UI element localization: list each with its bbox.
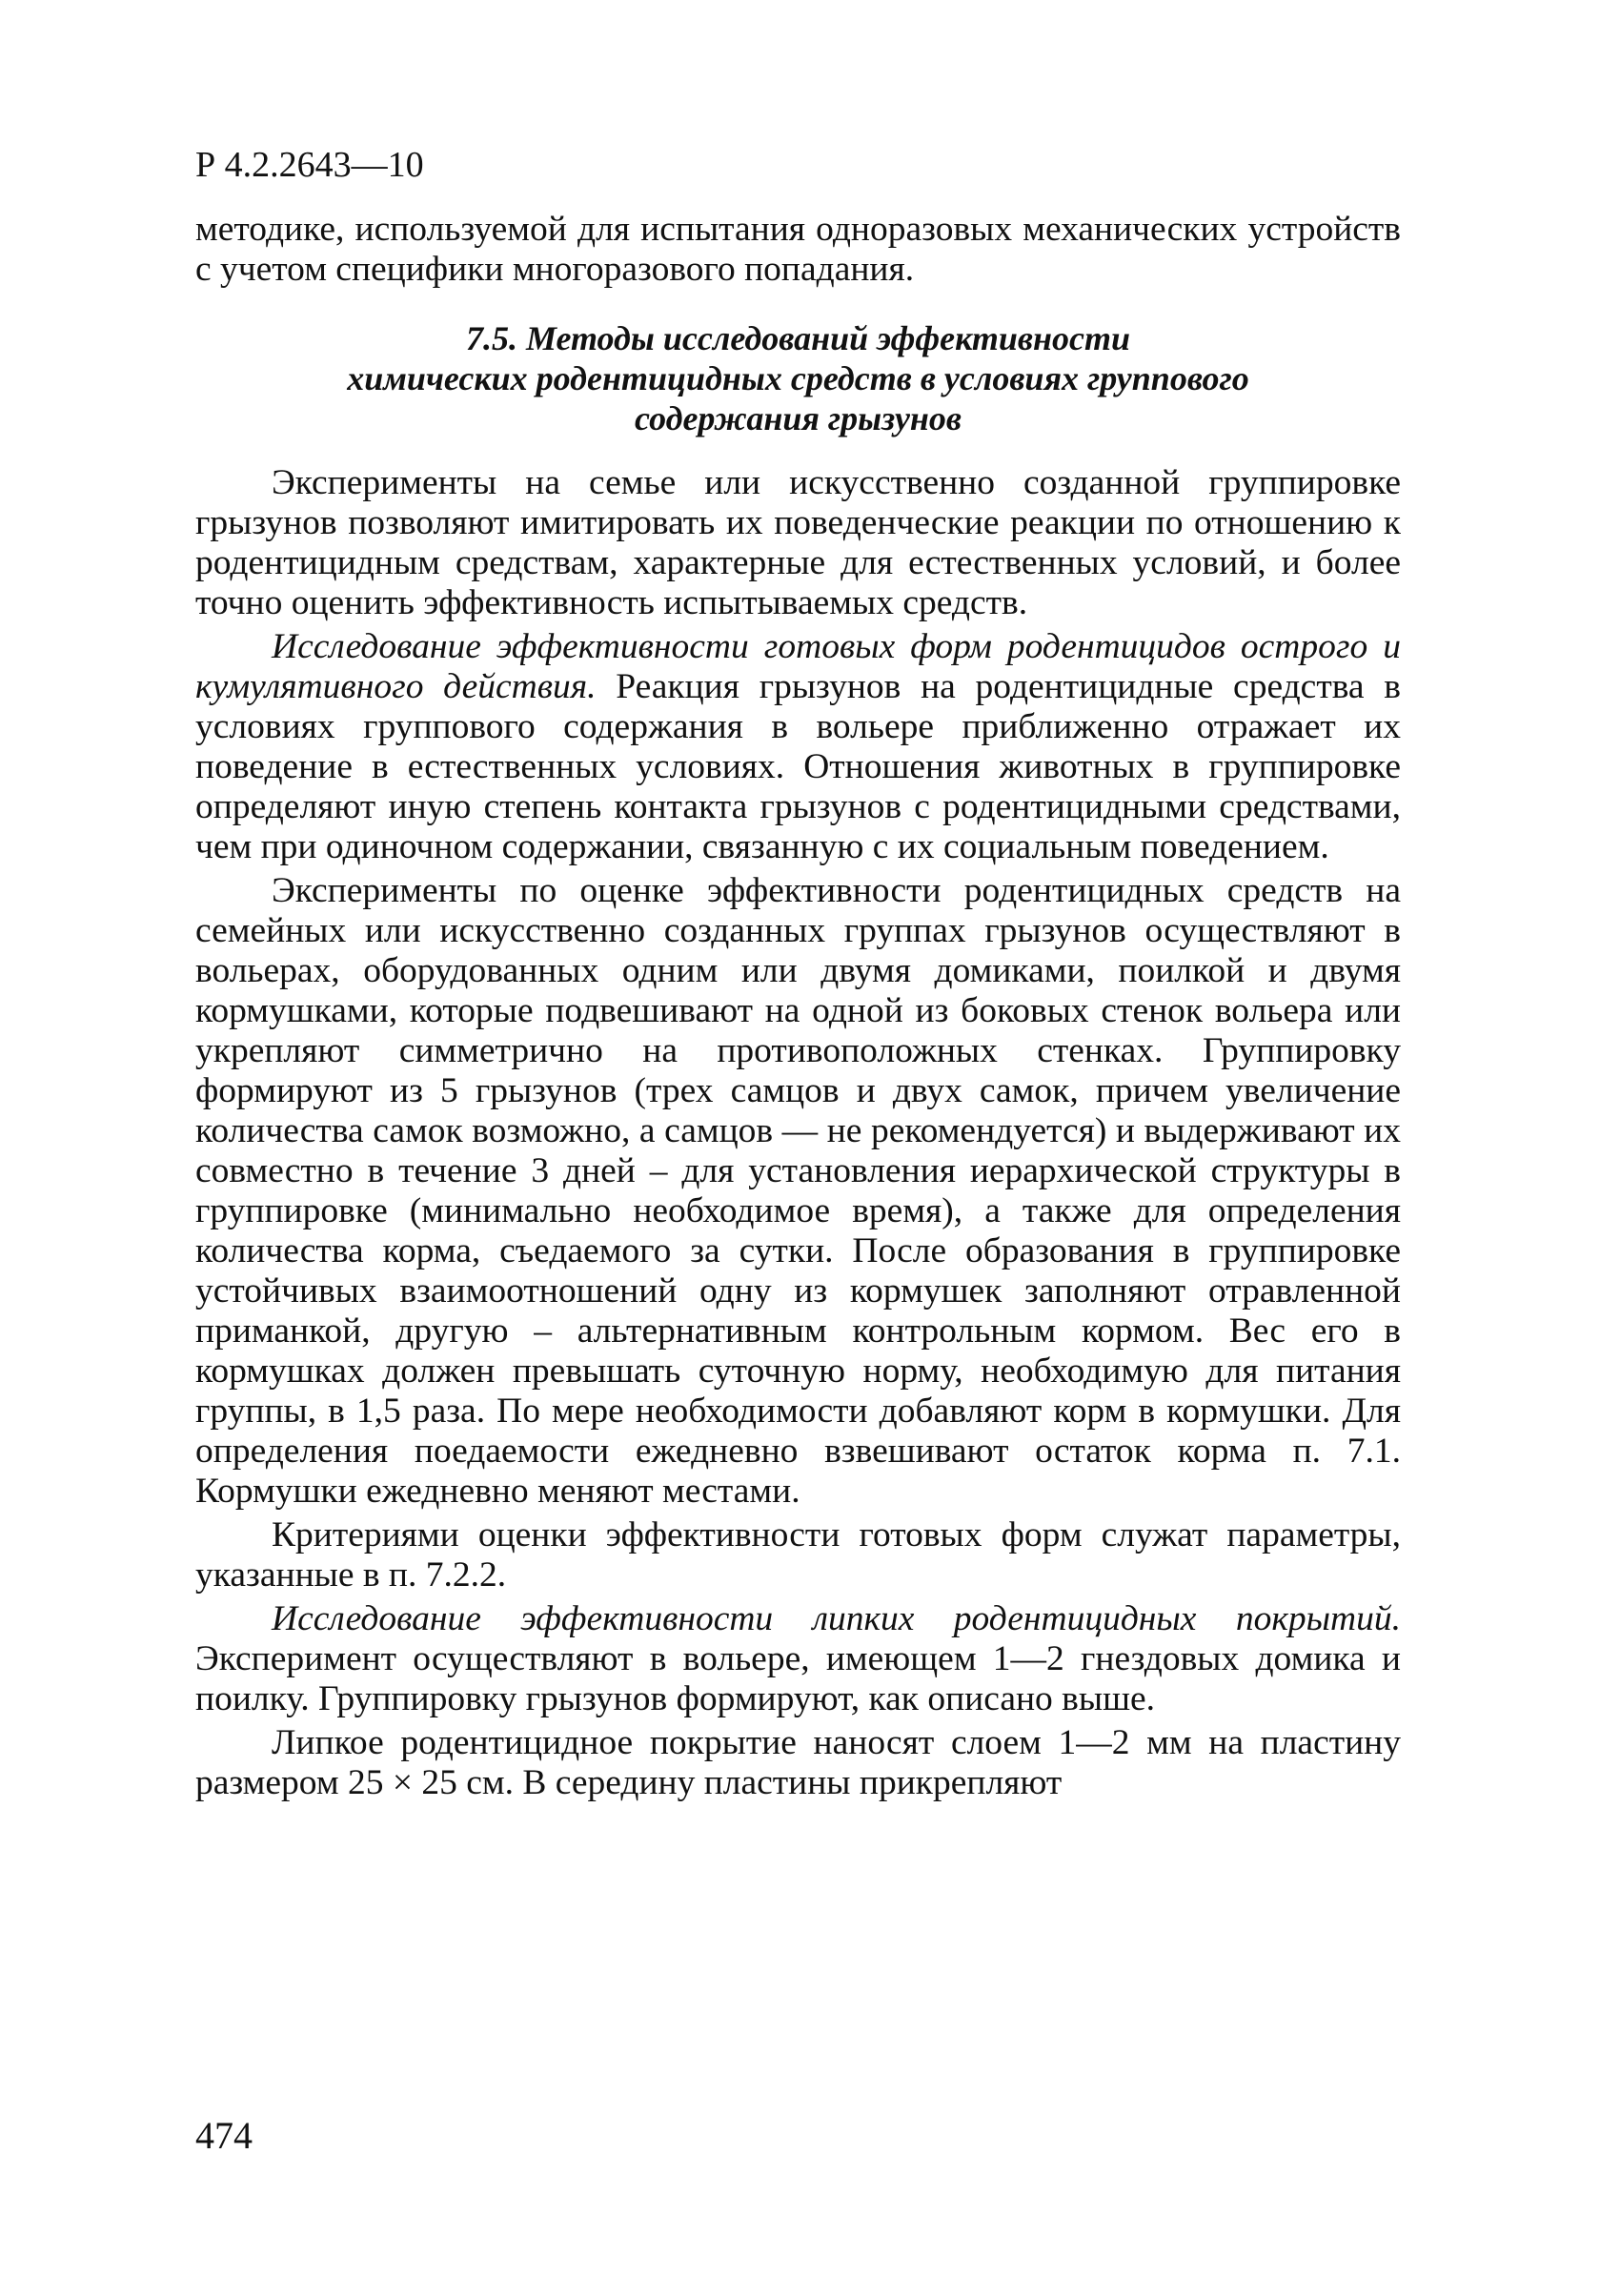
- paragraph-5-lead: Исследование эффективности липких родентицидных покрытий.: [272, 1599, 1401, 1638]
- paragraph-5-text: Эксперимент осуществляют в вольере, имеющем 1—2 гнездовых домика и поилку. Группировку грызунов формируют, как описано выше.: [195, 1639, 1401, 1718]
- paragraph-3-text: Эксперименты по оценке эффективности родентицидных средств на семейных или искусственно созданных группах грызунов осуществляют в вольерах, оборудованных одним или двумя домиками, поилкой и двумя кормушками, которые подвешивают на одной из боковых стенок вольера или укрепляют симметрично на противоположных стенках. Группировку формируют из 5 грызунов (трех самцов и двух самок, причем увеличение количества самок возможно, а самцов — не рекомендуется) и выдерживают их совместно в течение 3 дней – для установления иерархической структуры в группировке (минимально необходимое время), а также для определения количества корма, съедаемого за сутки. После образования в группировке устойчивых взаимоотношений одну из кормушек заполняют отравленной приманкой, другую – альтернативным контрольным кормом. Вес его в кормушках должен превышать суточную норму, необходимую для питания группы, в 1,5 раза. По мере необходимости добавляют корм в кормушки. Для определения поедаемости ежедневно взвешивают остаток корма п. 7.1. Кормушки ежедневно меняют местами.: [195, 871, 1401, 1511]
- paragraph-2: [195, 627, 1401, 867]
- paragraph-2-lead: Исследование эффективности готовых форм родентицидов острого и кумулятивного действия.: [195, 627, 1401, 706]
- document-header: Р 4.2.2643—10: [195, 145, 424, 185]
- intro-paragraph: методике, используемой для испытания одноразовых механических устройств с учетом специфики многоразового попадания.: [195, 210, 1401, 289]
- paragraph-6-text: Липкое родентицидное покрытие наносят слоем 1—2 мм на пластину размером 25 × 25 см. В середину пластины прикрепляют: [195, 1723, 1401, 1802]
- document-page: [195, 143, 1401, 1803]
- paragraph-1-text: Эксперименты на семье или искусственно созданной группировке грызунов позволяют имитировать их поведенческие реакции по отношению к родентицидным средствам, характерные для естественных условий, и более точно оценить эффективность испытываемых средств.: [195, 463, 1401, 622]
- page-number: 474: [195, 2114, 253, 2157]
- section-title-line-1: 7.5. Методы исследований эффективности: [465, 319, 1130, 357]
- paragraph-6: [195, 1723, 1401, 1803]
- paragraph-5: [195, 1599, 1401, 1719]
- paragraph-2-text: Реакция грызунов на родентицидные средства в условиях группового содержания в вольере приближенно отражает их поведение в естественных условиях. Отношения животных в группировке определяют иную степень контакта грызунов с родентицидными средствами, чем при одиночном содержании, связанную с их социальным поведением.: [195, 667, 1401, 866]
- section-title-line-3: содержания грызунов: [634, 399, 962, 437]
- paragraph-1: [195, 463, 1401, 623]
- section-title: [195, 318, 1401, 438]
- paragraph-4-text: Критериями оценки эффективности готовых форм служат параметры, указанные в п. 7.2.2.: [195, 1515, 1401, 1595]
- paragraph-4: [195, 1515, 1401, 1595]
- section-title-line-2: химических родентицидных средств в условиях группового: [347, 359, 1249, 397]
- paragraph-3: [195, 871, 1401, 1512]
